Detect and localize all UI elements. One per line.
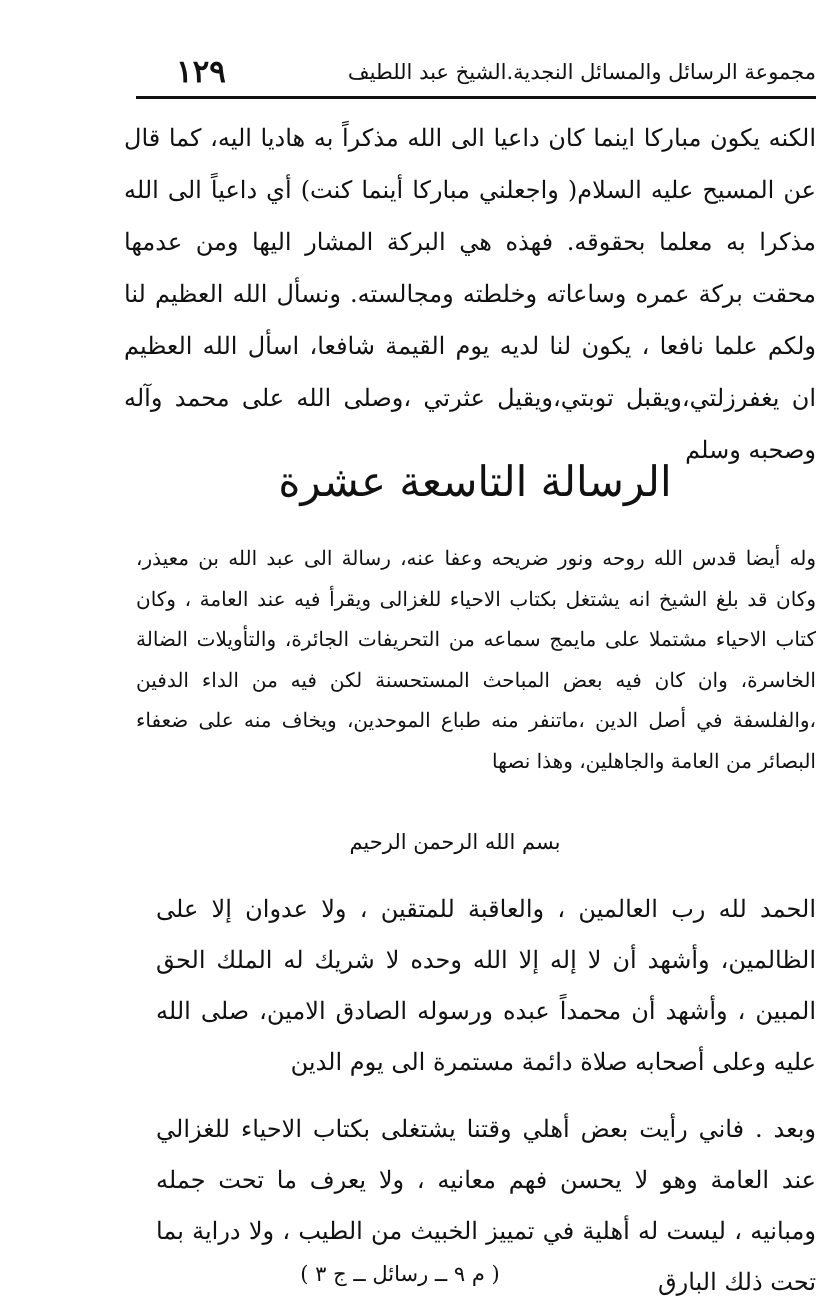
chapter-title: الرسالة التاسعة عشرة xyxy=(278,457,672,506)
basmala: بسم الله الرحمن الرحيم xyxy=(349,830,561,854)
body-paragraph-text: وبعد . فاني رأيت بعض أهلي وقتنا يشتغلى بكتاب الاحياء للغزالي عند العامة وهو لا يحسن فهم معانيه ، ولا يعرف ما تحت جمله ومبانيه ، ليست له أهلية في تمييز الخبيث من الطيب ، ولا دراية بما تحت ذلك البارق xyxy=(156,1115,816,1296)
intro-paragraph-text: وله أيضا قدس الله روحه ونور ضريحه وعفا عنه، رسالة الى عبد الله بن معيذر، وكان قد بلغ الشيخ انه يشتغل بكتاب الاحياء للغزالى ويقرأ فيه عند العامة ، وكان كتاب الاحياء مشتملا على مايمج سماعه من التحريفات الجائرة، والتأويلات الضالة الخاسرة، وان كان فيه بعض المباحث المستحسنة لكن فيه من الداء الدفين ،والفلسفة في أصل الدين ،ماتنفر منه طباع الموحدين، ويخاف منه على ضعفاء البصائر من العامة والجاهلين، وهذا نصها xyxy=(136,546,816,773)
hamd-paragraph xyxy=(156,884,816,1088)
running-header-title: مجموعة الرسائل والمسائل النجدية.الشيخ عبد اللطيف xyxy=(347,60,816,84)
signature-mark: ( م ٩ ــ رسائل ــ ج ٣ ) xyxy=(300,1262,500,1286)
closing-paragraph xyxy=(124,112,816,476)
page-number: ١٢٩ xyxy=(176,54,226,90)
hamd-paragraph-text: الحمد لله رب العالمين ، والعاقبة للمتقين ، ولا عدوان إلا على الظالمين، وأشهد أن لا إله إلا الله وحده لا شريك له الملك الحق المبين ، وأشهد أن محمداً عبده ورسوله الصادق الامين، صلى الله عليه وعلى أصحابه صلاة دائمة مستمرة الى يوم الدين xyxy=(156,895,816,1076)
intro-paragraph xyxy=(136,538,816,781)
running-header xyxy=(136,54,816,98)
closing-paragraph-text: الكنه يكون مباركا اينما كان داعيا الى الله مذكراً به هاديا اليه، كما قال عن المسيح عليه السلام( واجعلني مباركا أينما كنت) أي داعياً الى الله مذكرا به معلما بحقوقه. فهذه هي البركة المشار اليها ومن عدمها محقت بركة عمره وساعاته وخلطته ومجالسته. ونسأل الله العظيم لنا ولكم علما نافعا ، يكون لنا لديه يوم القيمة شافعا، اسأل الله العظيم ان يغفرزلتي،ويقبل توبتي،ويقيل عثرتي ،وصلى الله على محمد وآله وصحبه وسلم xyxy=(124,124,816,464)
header-rule xyxy=(136,96,816,99)
